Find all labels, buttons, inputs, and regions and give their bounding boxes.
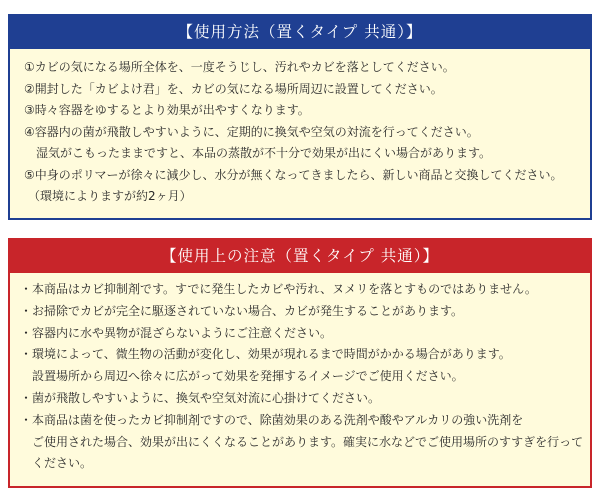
usage-step-5-note: （環境によりますが約2ヶ月）: [28, 189, 192, 203]
caution-title: 【使用上の注意（置くタイプ 共通）】: [10, 240, 590, 273]
usage-instructions-panel: [8, 14, 592, 220]
caution-item-6-end: ください。: [32, 456, 93, 471]
caution-item-3: ・容器内に水や異物が混ざらないようにご注意ください。: [20, 325, 333, 340]
caution-item-6-cont: ご使用された場合、効果が出にくくなることがあります。確実に水などでご使用場所のすすぎを行って: [32, 434, 584, 449]
usage-step-2: ②開封した「カビよけ君」を、カビの気になる場所周辺に設置してください。: [24, 81, 443, 96]
caution-item-4: ・環境によって、微生物の活動が変化し、効果が現れるまで時間がかかる場合があります。: [20, 347, 511, 362]
caution-panel: [8, 238, 592, 488]
caution-body: [10, 273, 590, 486]
usage-step-1: ①カビの気になる場所全体を、一度そうじし、汚れやカビを落としてください。: [24, 60, 455, 74]
caution-item-4-note: 設置場所から周辺へ徐々に広がって効果を発揮するイメージでご使用ください。: [32, 369, 464, 384]
usage-step-4-note: 湿気がこもったままですと、本品の蒸散が不十分で効果が出にくい場合があります。: [36, 146, 492, 160]
caution-item-2: ・お掃除でカビが完全に駆逐されていない場合、カビが発生することがあります。: [20, 303, 464, 318]
usage-step-3: ③時々容器をゆするとより効果が出やすくなります。: [24, 103, 310, 117]
usage-instructions-title: 【使用方法（置くタイプ 共通）】: [10, 16, 590, 49]
usage-instructions-body: [10, 49, 590, 218]
caution-item-6: ・本商品は菌を使ったカビ抑制剤ですので、除菌効果のある洗剤や酸やアルカリの強い洗剤を: [20, 412, 524, 427]
caution-item-1: ・本商品はカビ抑制剤です。すでに発生したカビや汚れ、ヌメリを落とすものではありません。: [20, 282, 537, 296]
caution-item-5: ・菌が飛散しやすいように、換気や空気対流に心掛けてください。: [20, 390, 381, 405]
usage-step-5: ⑤中身のポリマーが徐々に減少し、水分が無くなってきましたら、新しい商品と交換してください。: [24, 167, 563, 182]
usage-step-4: ④容器内の菌が飛散しやすいように、定期的に換気や空気の対流を行ってください。: [24, 124, 479, 139]
